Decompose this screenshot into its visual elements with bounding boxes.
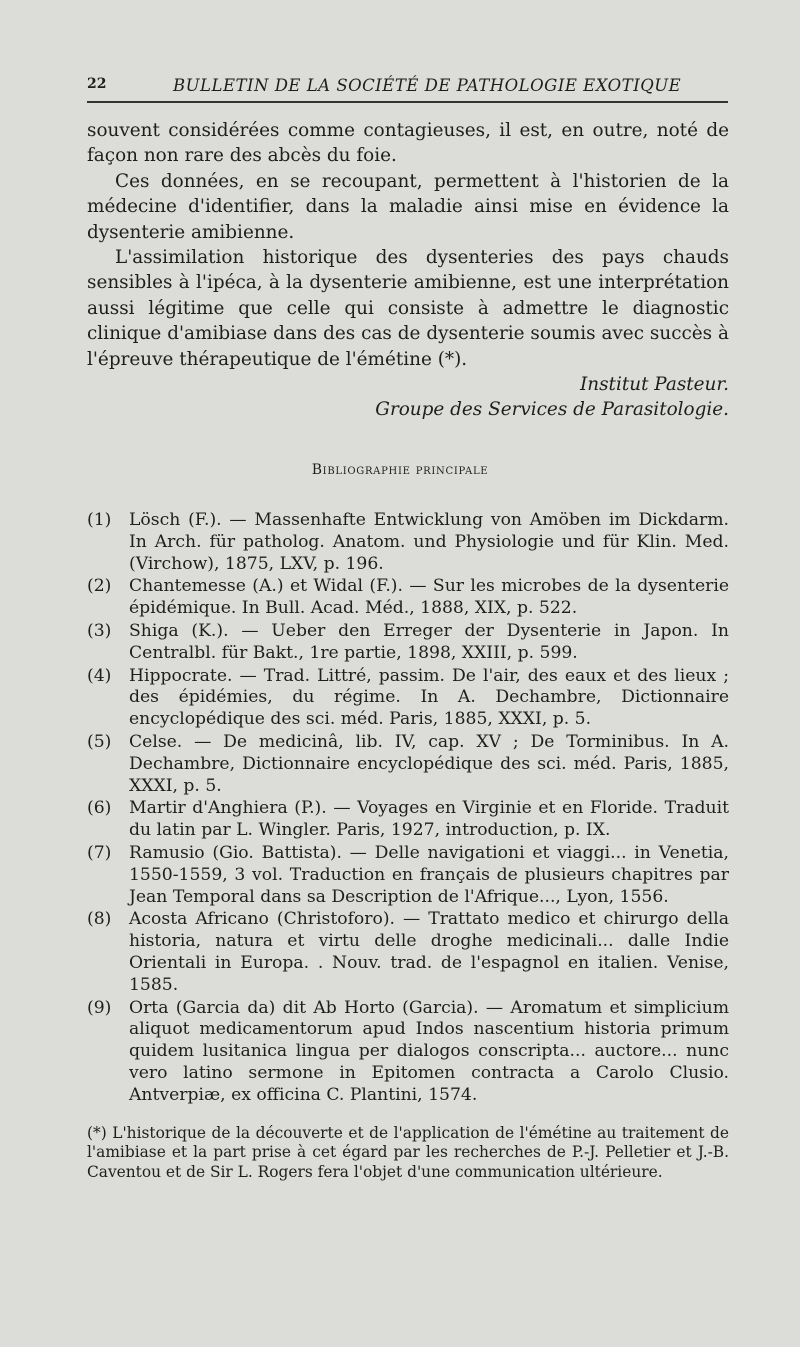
footnote-text: (*) L'historique de la découverte et de l'application de l'émétine au traitement de l'amibiase et la part prise à cet égard par les recherches de P.-J. Pelletier et J.-B. Caventou et de Sir L. Rogers fera l'objet d'une communication ultérieure.: [87, 1124, 729, 1181]
reference-text: Martir d'Anghiera (P.). — Voyages en Virginie et en Floride. Traduit du latin par L. Wingler. Paris, 1927, introduction, p. IX.: [129, 798, 729, 841]
reference-number: (1): [87, 510, 112, 530]
reference-number: (9): [87, 997, 112, 1018]
reference-number: (6): [87, 798, 112, 819]
reference-text: Lösch (F.). — Massenhafte Entwicklung von Amöben im Dickdarm. In Arch. für patholog. Anatom. und Physiologie und für Klin. Med. (Virchow), 1875, LXV, p. 196.: [129, 510, 729, 574]
reference-text: Shiga (K.). — Ueber den Erreger der Dysenterie in Japon. In Centralbl. für Bakt., 1re partie, 1898, XXIII, p. 599.: [129, 620, 729, 663]
reference-item: [87, 843, 729, 908]
reference-text: Ramusio (Gio. Battista). — Delle navigationi et viaggi... in Venetia, 1550-1559, 3 vol. Traduction en français de plusieurs chapitres par Jean Temporal dans sa Description de l'Afrique..., Lyon, 1556.: [129, 842, 729, 907]
reference-number: (5): [87, 731, 112, 752]
reference-item: [87, 666, 729, 731]
reference-item: [87, 510, 729, 575]
reference-text: Hippocrate. — Trad. Littré, passim. De l'air, des eaux et des lieux ; des épidémies, du régime. In A. Dechambre, Dictionnaire encyclopédique des sci. méd. Paris, 1885, XXXI, p. 5.: [129, 665, 729, 730]
page-header: [87, 72, 728, 100]
footnote: [87, 1124, 729, 1182]
reference-number: (7): [87, 842, 112, 863]
paragraph-continued: souvent considérées comme contagieuses, il est, en outre, noté de façon non rare des abcès du foie.: [87, 120, 729, 167]
reference-text: Celse. — De medicinâ, lib. IV, cap. XV ; De Torminibus. In A. Dechambre, Dictionnaire encyclopédique des sci. méd. Paris, 1885, XXXI, p. 5.: [129, 731, 729, 796]
reference-number: (2): [87, 576, 112, 597]
reference-item: [87, 798, 729, 842]
reference-text: Chantemesse (A.) et Widal (F.). — Sur les microbes de la dysenterie épidémique. In Bull. Acad. Méd., 1888, XIX, p. 522.: [129, 576, 729, 619]
running-title: BULLETIN DE LA SOCIÉTÉ DE PATHOLOGIE EXOTIQUE: [173, 76, 682, 95]
bibliography-heading: Bibliographie principale: [311, 462, 489, 478]
paragraph: L'assimilation historique des dysenteries des pays chauds sensibles à l'ipéca, à la dysenterie amibienne, est une interprétation aussi légitime que celle qui consiste à admettre le diagnostic clinique d'amibiase dans des cas de dysenterie soumis avec succès à l'épreuve thérapeutique de l'émétine (*).: [87, 247, 729, 370]
reference-number: (8): [87, 909, 112, 930]
reference-item: [87, 732, 729, 797]
reference-item: [87, 576, 729, 620]
reference-item: [87, 998, 729, 1107]
reference-text: Orta (Garcia da) dit Ab Horto (Garcia). — Aromatum et simplicium aliquot medicamentorum apud Indos nascentium historia primum quidem lusitanica lingua per dialogos conscripta... auctore... nunc vero latino sermone in Epitomen contracta a Carolo Clusio. Antverpiæ, ex officina C. Plantini, 1574.: [129, 997, 729, 1105]
reference-item: [87, 909, 729, 996]
reference-number: (4): [87, 665, 112, 686]
reference-text: Acosta Africano (Christoforo). — Trattato medico et chirurgo della historia, natura et virtu delle droghe medicinali... dalle Indie Orientali in Europa. . Nouv. trad. de l'espagnol en italien. Venise, 1585.: [129, 909, 729, 995]
body-text: [87, 118, 729, 423]
signature-institute: Institut Pasteur.: [580, 374, 729, 396]
paragraph: Ces données, en se recoupant, permettent à l'historien de la médecine d'identifier, dans la maladie ainsi mise en évidence la dysenterie amibienne.: [87, 170, 729, 243]
bibliography-list: [87, 510, 729, 1108]
header-rule: [87, 101, 728, 103]
page-number: 22: [87, 76, 107, 92]
reference-number: (3): [87, 620, 112, 641]
reference-item: [87, 621, 729, 665]
signature-group: Groupe des Services de Parasitologie.: [375, 399, 729, 421]
